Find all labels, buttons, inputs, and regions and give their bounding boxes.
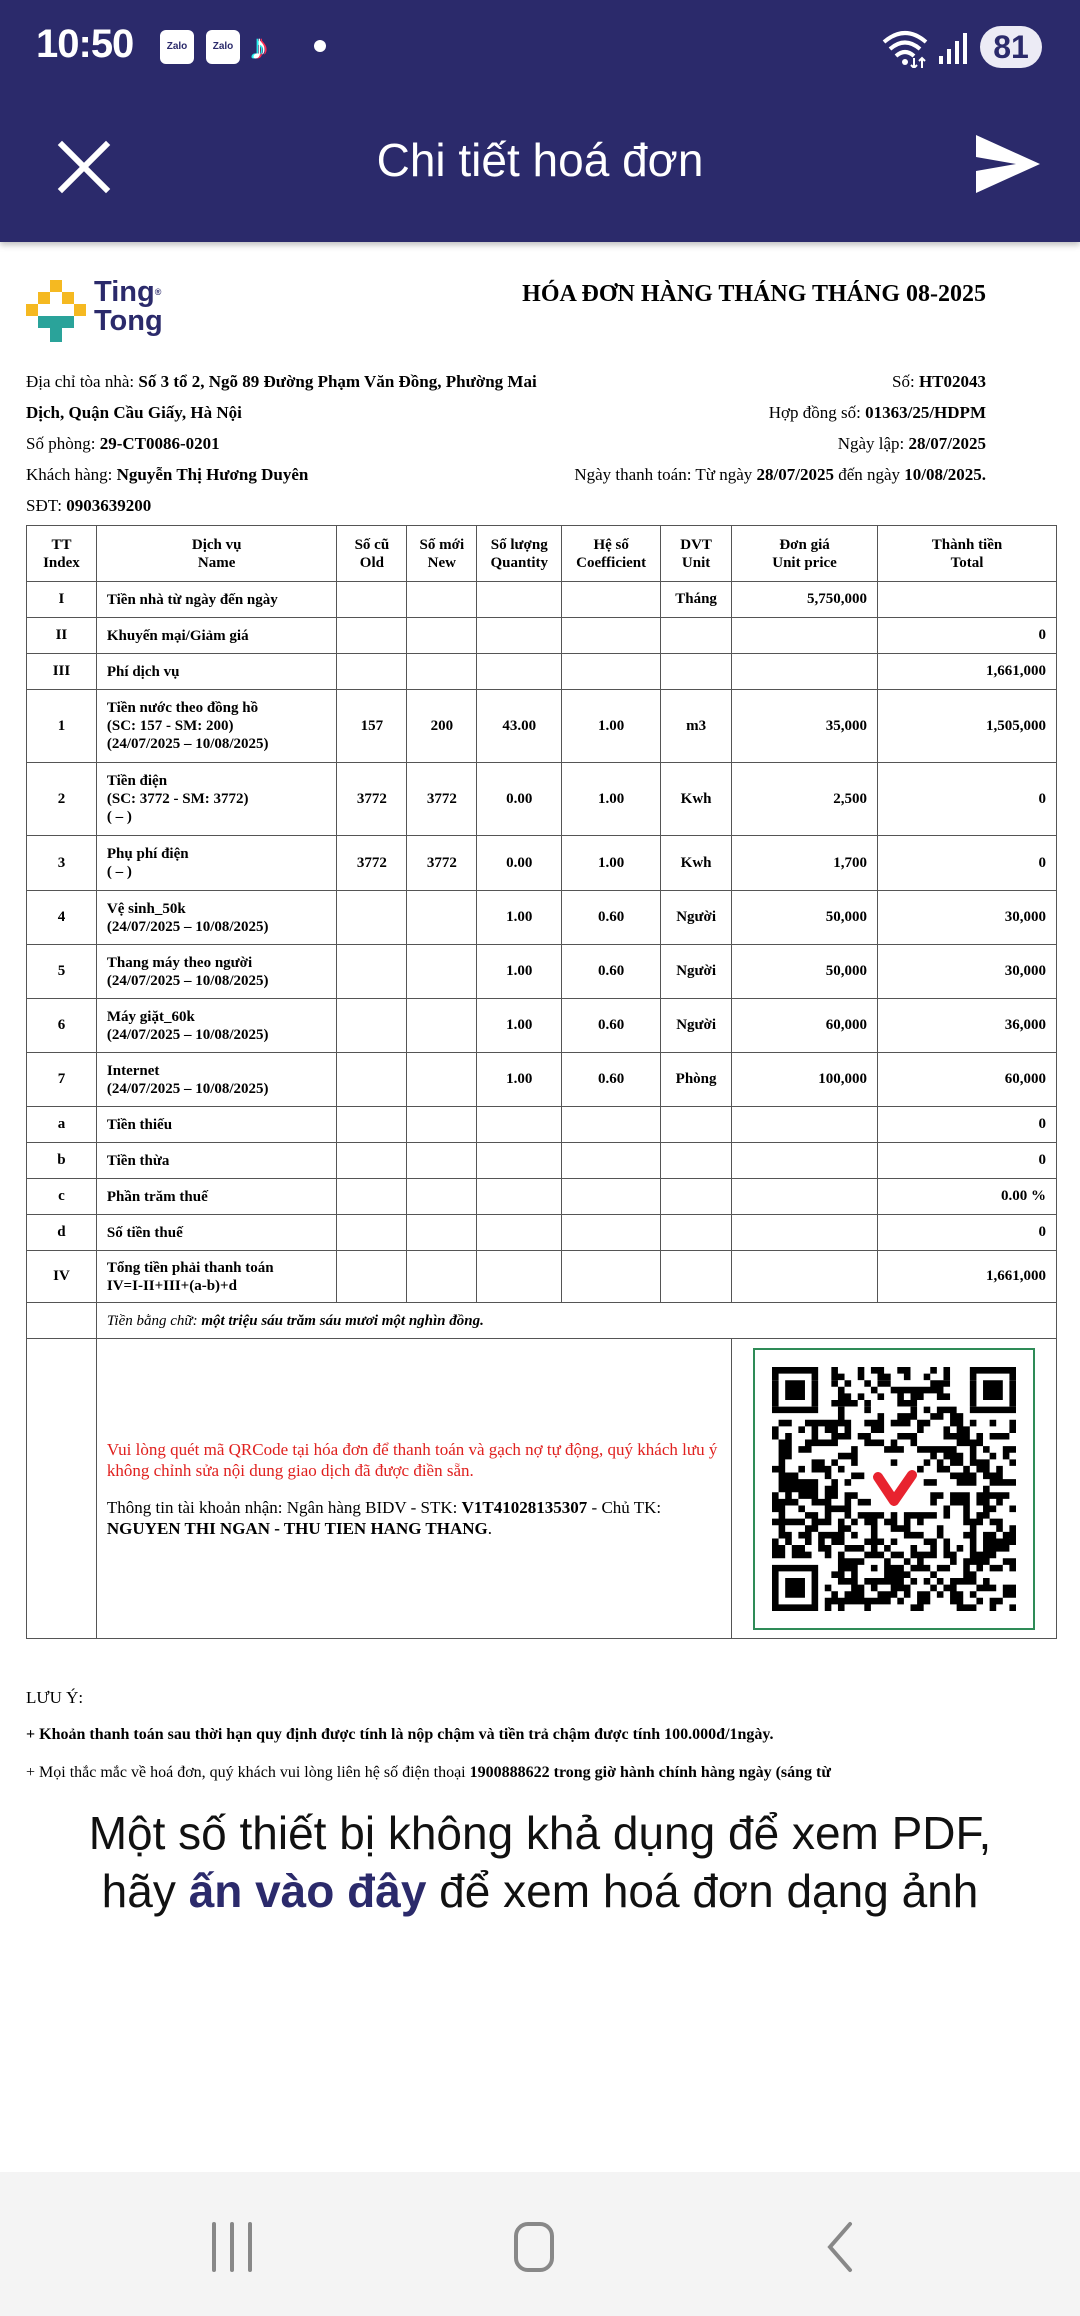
invoice-number-label: Số: — [892, 372, 919, 391]
cell-new: 3772 — [407, 836, 477, 891]
amount-in-words — [96, 1303, 1056, 1339]
cell-price — [732, 618, 878, 654]
cell-unit — [661, 1107, 732, 1143]
table-row — [27, 1179, 1057, 1215]
cell-qty: 1.00 — [477, 891, 562, 945]
table-row — [27, 1107, 1057, 1143]
pdf-notice-line1: Một số thiết bị không khả dụng để xem PDF, — [88, 1807, 992, 1859]
cell-old — [337, 654, 407, 690]
table-row — [27, 1215, 1057, 1251]
cell-total: 0 — [878, 1143, 1057, 1179]
service-name-line: Tiền thừa — [106, 1152, 170, 1169]
cell-total: 60,000 — [878, 1053, 1057, 1107]
cell-total: 0.00 % — [878, 1179, 1057, 1215]
cell-idx: IV — [27, 1251, 97, 1303]
service-name-line: ( – ) — [106, 864, 132, 880]
service-name-line: Số tiền thuế — [106, 1224, 183, 1241]
cell-old — [337, 582, 407, 618]
cell-coef: 0.60 — [562, 999, 661, 1053]
cell-idx: 5 — [27, 945, 97, 999]
cell-total: 1,661,000 — [878, 1251, 1057, 1303]
service-name-line: Phần trăm thuế — [106, 1188, 208, 1205]
cell-total: 0 — [878, 618, 1057, 654]
table-row — [27, 945, 1057, 999]
column-header-en: Quantity — [490, 554, 548, 571]
page-title: Chi tiết hoá đơn — [376, 134, 704, 186]
qr-modules — [772, 1367, 1016, 1611]
cell-idx: c — [27, 1179, 97, 1215]
cell-new — [407, 582, 477, 618]
service-name-line: Phụ phí điện — [106, 846, 189, 862]
cell-name — [96, 763, 337, 836]
send-icon[interactable] — [972, 131, 1042, 197]
table-header-row — [27, 526, 1057, 582]
column-header-en: Index — [43, 554, 80, 571]
cell-coef — [562, 1143, 661, 1179]
column-header-en: Unit price — [772, 554, 837, 571]
cell-coef — [562, 1215, 661, 1251]
cell-price: 60,000 — [732, 999, 878, 1053]
column-header-en: New — [427, 554, 456, 571]
service-name-line: Tiền nhà từ ngày đến ngày — [106, 591, 278, 608]
cell-old — [337, 1053, 407, 1107]
table-row — [27, 1251, 1057, 1303]
cell-name — [96, 1215, 337, 1251]
logo-line2: Tong — [94, 305, 163, 337]
table-row — [27, 999, 1057, 1053]
pdf-notice-suffix: để xem hoá đơn dạng ảnh — [426, 1865, 979, 1917]
cell-name — [96, 1251, 337, 1303]
cell-price — [732, 1215, 878, 1251]
zalo-notification-icon: Zalo — [206, 30, 240, 64]
cell-coef — [562, 582, 661, 618]
cell-name — [96, 690, 337, 763]
cell-coef: 1.00 — [562, 836, 661, 891]
account-owner-label: - Chủ TK: — [591, 1497, 662, 1517]
status-time: 10:50 — [36, 22, 134, 66]
service-name-line: Internet — [106, 1062, 160, 1079]
bank-account-info — [107, 1497, 721, 1539]
qr-cell — [732, 1339, 1057, 1639]
cell-total: 1,505,000 — [878, 690, 1057, 763]
account-owner-end: . — [487, 1518, 492, 1538]
customer-value: Nguyễn Thị Hương Duyên — [116, 465, 309, 484]
amount-in-words-value: một triệu sáu trăm sáu mươi một nghìn đồng. — [201, 1312, 484, 1329]
cell-total: 0 — [878, 836, 1057, 891]
cell-coef — [562, 1179, 661, 1215]
table-row — [27, 891, 1057, 945]
column-header-vi: DVT — [680, 536, 712, 553]
cell-unit — [661, 1251, 732, 1303]
service-name-line: Tổng tiền phải thanh toán — [106, 1259, 274, 1276]
cell-old — [337, 1179, 407, 1215]
cell-total: 0 — [878, 1215, 1057, 1251]
cell-idx: III — [27, 654, 97, 690]
cell-total: 0 — [878, 1107, 1057, 1143]
header — [0, 95, 1080, 242]
column-header — [407, 526, 477, 582]
service-name-line: Máy giặt_60k — [106, 1008, 195, 1025]
cell-price: 2,500 — [732, 763, 878, 836]
cell-idx: 4 — [27, 891, 97, 945]
cell-qty: 0.00 — [477, 763, 562, 836]
cell-qty — [477, 1107, 562, 1143]
created-label: Ngày lập: — [837, 434, 909, 453]
qr-code-image — [772, 1367, 1016, 1611]
cell-unit: m3 — [661, 690, 732, 763]
cell-price: 1,700 — [732, 836, 878, 891]
table-row — [27, 618, 1057, 654]
cell-old: 157 — [337, 690, 407, 763]
cell-price — [732, 1251, 878, 1303]
cell-total — [878, 582, 1057, 618]
column-header-en: Name — [197, 554, 236, 571]
created-date — [426, 428, 986, 459]
view-image-link[interactable]: ấn vào đây — [188, 1865, 427, 1917]
tiktok-notification-icon: ♪ — [250, 26, 268, 67]
cell-coef — [562, 618, 661, 654]
column-header-vi: Số cũ — [354, 536, 390, 553]
cell-unit: Người — [661, 999, 732, 1053]
home-icon[interactable] — [494, 2212, 574, 2282]
service-name-line: Thang máy theo người — [106, 954, 253, 971]
bank-account-label: Thông tin tài khoản nhận: Ngân hàng BIDV - STK: — [106, 1497, 462, 1517]
cell-name — [96, 1179, 337, 1215]
phone-value: 0903639200 — [66, 496, 152, 515]
cell-name — [96, 654, 337, 690]
cell-idx: I — [27, 582, 97, 618]
column-header-en: Coefficient — [576, 554, 647, 571]
phone — [26, 490, 546, 521]
cell-coef: 0.60 — [562, 1053, 661, 1107]
column-header-en: Total — [950, 554, 984, 571]
cell-new — [407, 1251, 477, 1303]
cell-new — [407, 945, 477, 999]
service-name-line: (24/07/2025 – 10/08/2025) — [106, 736, 269, 752]
note-late-payment: + Khoản thanh toán sau thời hạn quy định được tính là nộp chậm và tiền trả chậm được tính 100.000đ/1ngày. — [26, 1726, 774, 1743]
cell-price — [732, 654, 878, 690]
cell-empty — [27, 1339, 97, 1639]
cell-new — [407, 1143, 477, 1179]
payment-from: 28/07/2025 — [756, 465, 834, 484]
tingtong-logo-icon — [24, 278, 88, 344]
cell-qty: 0.00 — [477, 836, 562, 891]
tingtong-logo — [24, 278, 174, 344]
cell-total: 36,000 — [878, 999, 1057, 1053]
zalo-notification-icon: Zalo — [160, 30, 194, 64]
service-name-line: (24/07/2025 – 10/08/2025) — [106, 972, 269, 989]
service-name-line: Tiền nước theo đồng hồ — [106, 700, 259, 716]
cell-qty — [477, 618, 562, 654]
amount-in-words-label: Tiền bằng chữ: — [106, 1312, 202, 1329]
cell-new — [407, 618, 477, 654]
cell-old: 3772 — [337, 836, 407, 891]
cell-name — [96, 1053, 337, 1107]
service-name-line: Phí dịch vụ — [106, 663, 180, 680]
cell-total: 30,000 — [878, 891, 1057, 945]
cell-qty: 1.00 — [477, 945, 562, 999]
payment-period — [426, 459, 986, 490]
viettel-logo-icon — [878, 1475, 912, 1501]
account-owner: NGUYEN THI NGAN - THU TIEN HANG THANG — [106, 1518, 488, 1538]
payment-label: Ngày thanh toán: Từ ngày — [574, 465, 757, 484]
cell-price: 50,000 — [732, 945, 878, 999]
cell-qty: 1.00 — [477, 999, 562, 1053]
app-top-bar — [0, 0, 1080, 242]
contract-label: Hợp đồng số: — [768, 403, 866, 422]
cell-idx: b — [27, 1143, 97, 1179]
cell-price — [732, 1107, 878, 1143]
service-name-line: IV=I-II+III+(a-b)+d — [106, 1277, 237, 1294]
cell-new: 200 — [407, 690, 477, 763]
column-header — [27, 526, 97, 582]
cell-idx: 7 — [27, 1053, 97, 1107]
cell-total: 0 — [878, 763, 1057, 836]
column-header — [96, 526, 337, 582]
cell-old — [337, 999, 407, 1053]
column-header-vi: Số mới — [419, 536, 465, 553]
invoice-info-right — [426, 366, 986, 490]
amount-in-words-row — [27, 1303, 1057, 1339]
logo-line1: Ting — [94, 276, 155, 308]
cell-new — [407, 654, 477, 690]
cell-unit — [661, 1215, 732, 1251]
building-address-value: Số 3 tổ 2, Ngõ 89 Đường Phạm Văn Đồng, Phường Mai Dịch, Quận Cầu Giấy, Hà Nội — [26, 372, 537, 422]
note-contact-text: + Mọi thắc mắc về hoá đơn, quý khách vui lòng liên hệ số điện thoại — [26, 1764, 470, 1781]
contract-value: 01363/25/HDPM — [865, 403, 986, 422]
cell-unit — [661, 1143, 732, 1179]
column-header-vi: Hệ số — [593, 536, 629, 553]
cell-new — [407, 1179, 477, 1215]
cell-unit — [661, 654, 732, 690]
cell-price: 50,000 — [732, 891, 878, 945]
note-contact — [26, 1764, 831, 1782]
cell-price: 100,000 — [732, 1053, 878, 1107]
cell-old — [337, 945, 407, 999]
column-header-vi: TT — [51, 536, 72, 553]
signal-icon — [938, 32, 968, 64]
payment-info — [96, 1339, 731, 1639]
cell-unit — [661, 1179, 732, 1215]
cell-idx: 6 — [27, 999, 97, 1053]
cell-old — [337, 1107, 407, 1143]
cell-qty — [477, 1143, 562, 1179]
invoice-table — [26, 525, 1057, 1639]
column-header-vi: Dịch vụ — [191, 536, 242, 553]
service-name-line: Tiền điện — [106, 773, 168, 789]
payment-mid: đến ngày — [833, 465, 905, 484]
cell-total: 30,000 — [878, 945, 1057, 999]
service-name-line: (24/07/2025 – 10/08/2025) — [106, 1080, 269, 1097]
cell-unit: Người — [661, 891, 732, 945]
cell-coef: 0.60 — [562, 945, 661, 999]
table-row — [27, 763, 1057, 836]
column-header — [661, 526, 732, 582]
cell-qty: 43.00 — [477, 690, 562, 763]
cell-unit: Kwh — [661, 763, 732, 836]
pdf-fallback-notice — [0, 1804, 1080, 1920]
cell-price — [732, 1143, 878, 1179]
cell-name — [96, 582, 337, 618]
pdf-notice-prefix: hãy — [101, 1865, 189, 1917]
table-row — [27, 1143, 1057, 1179]
cell-idx: 1 — [27, 690, 97, 763]
room-label: Số phòng: — [26, 434, 100, 453]
column-header — [337, 526, 407, 582]
notes-title: LƯU Ý: — [26, 1688, 84, 1707]
column-header — [477, 526, 562, 582]
column-header — [732, 526, 878, 582]
wifi-icon — [880, 28, 930, 68]
back-icon[interactable] — [798, 2212, 878, 2282]
cell-name — [96, 1143, 337, 1179]
service-name-line: (24/07/2025 – 10/08/2025) — [106, 918, 269, 935]
recent-apps-icon[interactable] — [192, 2212, 272, 2282]
cell-empty — [27, 1303, 97, 1339]
cell-qty — [477, 582, 562, 618]
payment-row — [27, 1339, 1057, 1639]
cell-unit: Tháng — [661, 582, 732, 618]
cell-name — [96, 836, 337, 891]
invoice-number-value: HT02043 — [918, 372, 986, 391]
cell-unit: Kwh — [661, 836, 732, 891]
cell-old: 3772 — [337, 763, 407, 836]
cell-qty — [477, 654, 562, 690]
service-name-line: Tiền thiếu — [106, 1116, 173, 1133]
cell-idx: d — [27, 1215, 97, 1251]
cell-coef: 0.60 — [562, 891, 661, 945]
service-name-line: (SC: 3772 - SM: 3772) — [106, 791, 249, 807]
table-row — [27, 582, 1057, 618]
contract-number — [426, 397, 986, 428]
cell-idx: a — [27, 1107, 97, 1143]
pdf-notice-line2 — [0, 1862, 1080, 1920]
bank-account-number: V1T41028135307 — [461, 1497, 588, 1517]
phone-label: SĐT: — [26, 496, 67, 515]
cell-total: 1,661,000 — [878, 654, 1057, 690]
table-row — [27, 690, 1057, 763]
payment-qr-code[interactable] — [753, 1348, 1035, 1630]
cell-new — [407, 1215, 477, 1251]
cell-new — [407, 1053, 477, 1107]
column-header-en: Unit — [681, 554, 711, 571]
service-name-line: Khuyến mại/Giảm giá — [106, 627, 249, 644]
column-header-vi: Số lượng — [490, 536, 548, 553]
column-header — [562, 526, 661, 582]
column-header-vi: Đơn giá — [779, 536, 830, 553]
cell-qty — [477, 1251, 562, 1303]
cell-qty — [477, 1179, 562, 1215]
cell-unit — [661, 618, 732, 654]
invoice-title: HÓA ĐƠN HÀNG THÁNG THÁNG 08-2025 — [522, 281, 986, 307]
cell-old — [337, 891, 407, 945]
cell-new — [407, 891, 477, 945]
cell-idx: II — [27, 618, 97, 654]
cell-idx: 2 — [27, 763, 97, 836]
service-name-line: (24/07/2025 – 10/08/2025) — [106, 1026, 269, 1043]
column-header-vi: Thành tiền — [931, 536, 1003, 553]
building-address-label: Địa chỉ tòa nhà: — [26, 372, 139, 391]
invoice-number — [426, 366, 986, 397]
column-header — [878, 526, 1057, 582]
cell-coef — [562, 654, 661, 690]
cell-price: 35,000 — [732, 690, 878, 763]
logo-registered-mark: ® — [154, 287, 162, 297]
service-name-line: (SC: 157 - SM: 200) — [106, 718, 234, 734]
service-name-line: Vệ sinh_50k — [106, 900, 186, 917]
table-row — [27, 836, 1057, 891]
cell-price: 5,750,000 — [732, 582, 878, 618]
cell-new — [407, 999, 477, 1053]
cell-name — [96, 999, 337, 1053]
cell-old — [337, 618, 407, 654]
cell-name — [96, 1107, 337, 1143]
cell-unit: Người — [661, 945, 732, 999]
status-bar — [0, 0, 1080, 95]
table-row — [27, 1053, 1057, 1107]
created-value: 28/07/2025 — [908, 434, 986, 453]
customer-label: Khách hàng: — [26, 465, 117, 484]
cell-idx: 3 — [27, 836, 97, 891]
cell-name — [96, 945, 337, 999]
invoice-document[interactable] — [0, 242, 1080, 1802]
cell-old — [337, 1143, 407, 1179]
cell-coef: 1.00 — [562, 763, 661, 836]
system-nav-bar — [0, 2172, 1080, 2316]
cell-old — [337, 1251, 407, 1303]
more-notifications-dot-icon — [314, 40, 326, 52]
cell-name — [96, 618, 337, 654]
battery-indicator: 81 — [980, 26, 1042, 68]
service-name-line: ( – ) — [106, 809, 132, 825]
cell-qty: 1.00 — [477, 1053, 562, 1107]
logo-wordmark — [94, 278, 163, 336]
column-header-en: Old — [359, 554, 384, 571]
note-contact-phone: 1900888622 trong giờ hành chính hàng ngày (sáng từ — [469, 1764, 831, 1781]
cell-new — [407, 1107, 477, 1143]
cell-price — [732, 1179, 878, 1215]
cell-old — [337, 1215, 407, 1251]
cell-name — [96, 891, 337, 945]
cell-coef — [562, 1251, 661, 1303]
cell-coef — [562, 1107, 661, 1143]
room-value: 29-CT0086-0201 — [99, 434, 220, 453]
cell-coef: 1.00 — [562, 690, 661, 763]
payment-to: 10/08/2025. — [904, 465, 986, 484]
cell-new: 3772 — [407, 763, 477, 836]
table-row — [27, 654, 1057, 690]
qr-payment-notice: Vui lòng quét mã QRCode tại hóa đơn để thanh toán và gạch nợ tự động, quý khách lưu ý không chỉnh sửa nội dung giao dịch đã được điền sẵn. — [106, 1439, 718, 1480]
cell-qty — [477, 1215, 562, 1251]
cell-unit: Phòng — [661, 1053, 732, 1107]
